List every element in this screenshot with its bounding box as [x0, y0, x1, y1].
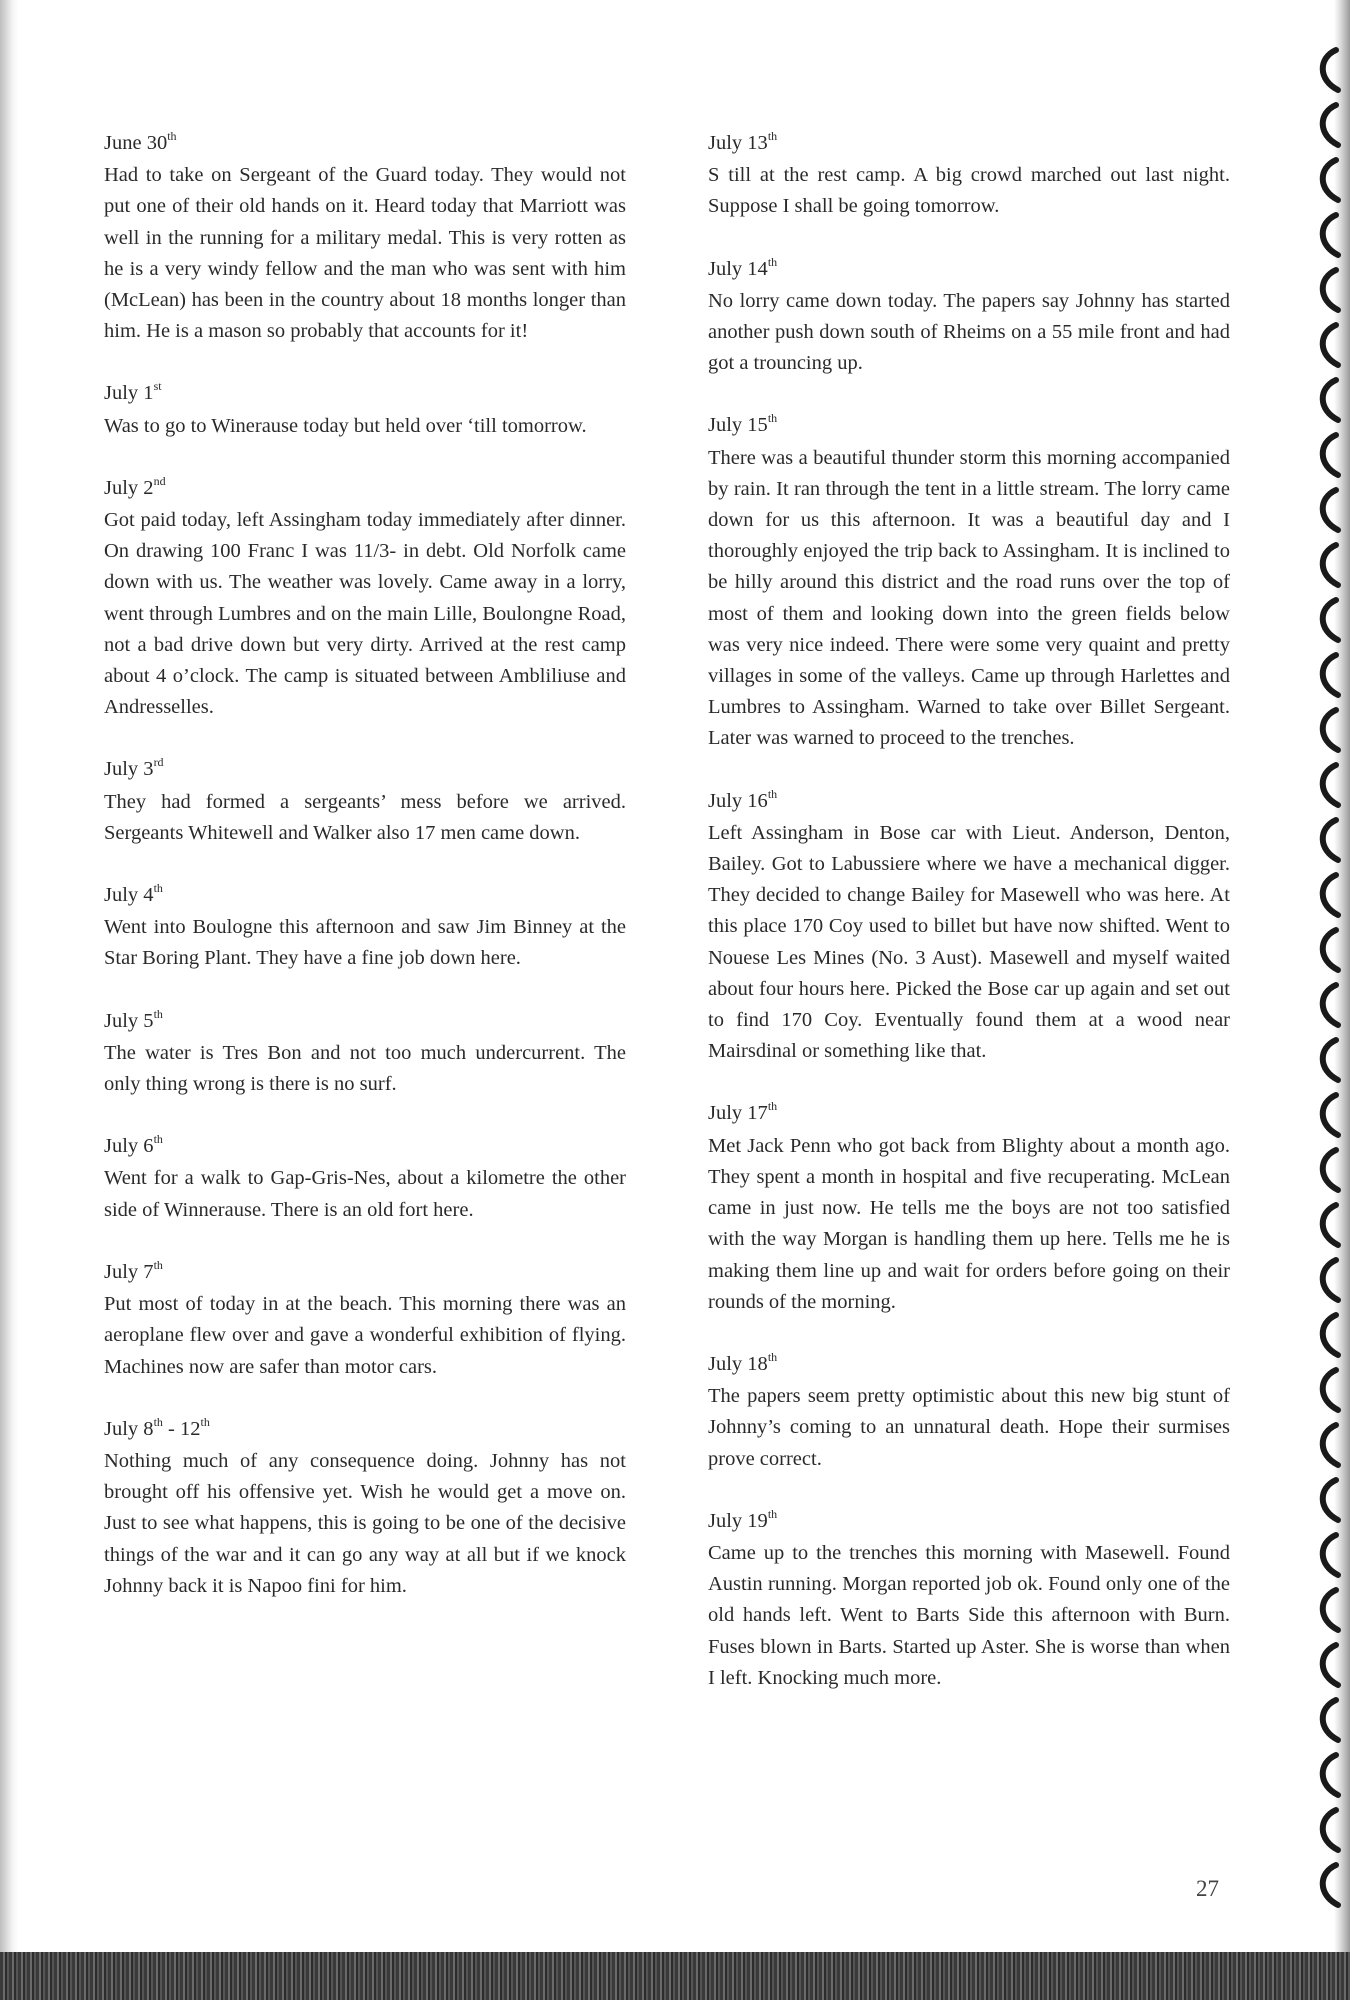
- diary-entry: [708, 1098, 1230, 1317]
- spiral-loop: [1323, 1535, 1338, 1575]
- spiral-loop: [1323, 1755, 1338, 1795]
- spiral-loop: [1323, 380, 1338, 420]
- page-edge-left: [0, 0, 18, 2000]
- spiral-loop: [1323, 600, 1338, 640]
- spiral-loop: [1323, 160, 1338, 200]
- spiral-loop: [1323, 985, 1338, 1025]
- spiral-loop: [1323, 1205, 1338, 1245]
- diary-entry: [708, 254, 1230, 380]
- diary-entry: [104, 128, 626, 347]
- entry-text: Had to take on Sergeant of the Guard today. They would not put one of their old hands on it. Heard today that Marriott was well in the running for a military medal. This is very rotten as he is a very windy fellow and the man who was sent with him (McLean) has been in the country about 18 months longer than him. He is a mason so probably that accounts for it!: [104, 164, 626, 343]
- entry-text: Met Jack Penn who got back from Blighty about a month ago. They spent a month in hospital and five recuperating. McLean came in just now. He tells me the boys are not too satisfied with the way Morgan is handling them up here. Tells me he is making them line up and wait for orders before going on their rounds of the morning.: [708, 1134, 1230, 1313]
- diary-entry: [104, 378, 626, 441]
- right-column: [708, 128, 1230, 1725]
- spiral-loop: [1323, 1700, 1338, 1740]
- spiral-loop: [1323, 875, 1338, 915]
- entry-date: July 5th: [104, 1006, 163, 1032]
- spiral-loop: [1323, 1480, 1338, 1520]
- diary-entry: [104, 473, 626, 724]
- entry-text: Nothing much of any consequence doing. Johnny has not brought off his offensive yet. Wish he would get a move on. Just to see what happens, this is going to be one of the decisive things of the war and it can go any way at all but if we knock Johnny back it is Napoo fini for him.: [104, 1449, 626, 1597]
- diary-entry: [708, 1506, 1230, 1694]
- spiral-loop: [1323, 710, 1338, 750]
- entry-text: Got paid today, left Assingham today immediately after dinner. On drawing 100 Franc I was 11/3- in debt. Old Norfolk came down with us. The weather was lovely. Came away in a lorry, went through Lumbres and on the main Lille, Boulongne Road, not a bad drive down but very dirty. Arrived at the rest camp about 4 o’clock. The camp is situated between Ambliliuse and Andresselles.: [104, 509, 626, 719]
- entry-date: July 19th: [708, 1506, 778, 1532]
- diary-entry: [708, 410, 1230, 754]
- spiral-loop: [1323, 1260, 1338, 1300]
- spiral-binding: [1314, 30, 1344, 1910]
- spiral-loop: [1323, 1315, 1338, 1355]
- entry-date: July 16th: [708, 786, 778, 812]
- spiral-loop: [1323, 50, 1338, 90]
- entry-date: July 1st: [104, 379, 162, 405]
- spiral-loop: [1323, 270, 1338, 310]
- entry-text: They had formed a sergeants’ mess before we arrived. Sergeants Whitewell and Walker also 17 men came down.: [104, 790, 626, 844]
- spiral-loop: [1323, 1370, 1338, 1410]
- entry-text: The papers seem pretty optimistic about this new big stunt of Johnny’s coming to an unnatural death. Hope their surmises prove correct.: [708, 1385, 1230, 1470]
- left-column: [104, 128, 626, 1633]
- entry-text: S till at the rest camp. A big crowd marched out last night. Suppose I shall be going tomorrow.: [708, 164, 1230, 218]
- entry-text: Came up to the trenches this morning with Masewell. Found Austin running. Morgan reported job ok. Found only one of the old hands left. Went to Barts Side this afternoon with Burn. Fuses blown in Barts. Started up Aster. She is worse than when I left. Knocking much more.: [708, 1541, 1230, 1689]
- spiral-loop: [1323, 325, 1338, 365]
- diary-entry: [708, 1349, 1230, 1475]
- spiral-loop: [1323, 1095, 1338, 1135]
- entry-text: Was to go to Winerause today but held over ‘till tomorrow.: [104, 414, 587, 437]
- spiral-loop: [1323, 1150, 1338, 1190]
- spiral-loop: [1323, 1590, 1338, 1630]
- diary-entry: [104, 1131, 626, 1226]
- entry-date: July 4th: [104, 881, 163, 907]
- diary-entry: [104, 1006, 626, 1101]
- entry-text: Put most of today in at the beach. This morning there was an aeroplane flew over and gave a wonderful exhibition of flying. Machines now are safer than motor cars.: [104, 1293, 626, 1378]
- spiral-loop: [1323, 1040, 1338, 1080]
- entry-text: The water is Tres Bon and not too much undercurrent. The only thing wrong is there is no surf.: [104, 1041, 626, 1096]
- scan-bottom-band: [0, 1952, 1350, 2000]
- spiral-loop: [1323, 655, 1338, 695]
- spiral-loop: [1323, 545, 1338, 585]
- spiral-loop: [1323, 1810, 1338, 1850]
- entry-date: July 17th: [708, 1099, 778, 1125]
- diary-entry: [104, 1414, 626, 1602]
- entry-date: June 30th: [104, 129, 177, 154]
- entry-date: July 8th - 12th: [104, 1414, 210, 1440]
- entry-date: July 7th: [104, 1257, 163, 1283]
- diary-entry: [708, 128, 1230, 223]
- spiral-loop: [1323, 930, 1338, 970]
- spiral-loop: [1323, 435, 1338, 475]
- entry-date: July 15th: [708, 411, 778, 437]
- spiral-loop: [1323, 765, 1338, 805]
- entry-text: Left Assingham in Bose car with Lieut. Anderson, Denton, Bailey. Got to Labussiere where we have a mechanical digger. They decided to change Bailey for Masewell who was here. At this place 170 Coy used to billet but have now shifted. Went to Nouese Les Mines (No. 3 Aust). Masewell and myself waited about four hours here. Picked the Bose car up again and set out to find 170 Coy. Eventually found them at a wood near Mairsdinal or something like that.: [708, 821, 1230, 1063]
- entry-date: July 13th: [708, 129, 778, 154]
- spiral-loop: [1323, 215, 1338, 255]
- spiral-loop: [1323, 490, 1338, 530]
- entry-text: There was a beautiful thunder storm this morning accompanied by rain. It ran through the tent in a little stream. The lorry came down for us this afternoon. It was a beautiful day and I thoroughly enjoyed the trip back to Assingham. It is inclined to be hilly around this district and the road runs over the top of most of them and looking down into the green fields below was very nice indeed. There were some very quaint and pretty villages in some of the valleys. Came up through Harlettes and Lumbres to Assingham. Warned to take over Billet Sergeant. Later was warned to proceed to the trenches.: [708, 446, 1230, 750]
- entry-text: Went for a walk to Gap-Gris-Nes, about a kilometre the other side of Winnerause. There is an old fort here.: [104, 1167, 626, 1221]
- entry-date: July 2nd: [104, 473, 166, 499]
- spiral-loop: [1323, 1645, 1338, 1685]
- entry-date: July 18th: [708, 1349, 778, 1375]
- spiral-loop: [1323, 820, 1338, 860]
- entry-date: July 3rd: [104, 755, 164, 781]
- diary-entry: [104, 880, 626, 975]
- entry-date: July 14th: [708, 254, 778, 280]
- spiral-loop: [1323, 1425, 1338, 1465]
- spiral-loop: [1323, 105, 1338, 145]
- entry-date: July 6th: [104, 1132, 163, 1158]
- diary-entry: [104, 1257, 626, 1383]
- entry-text: Went into Boulogne this afternoon and saw Jim Binney at the Star Boring Plant. They have a fine job down here.: [104, 916, 626, 970]
- diary-entry: [104, 754, 626, 849]
- diary-entry: [708, 786, 1230, 1068]
- spiral-loop: [1323, 1865, 1338, 1905]
- entry-text: No lorry came down today. The papers say Johnny has started another push down south of Rheims on a 55 mile front and had got a trouncing up.: [708, 289, 1230, 375]
- page-number: 27: [1196, 1876, 1219, 1901]
